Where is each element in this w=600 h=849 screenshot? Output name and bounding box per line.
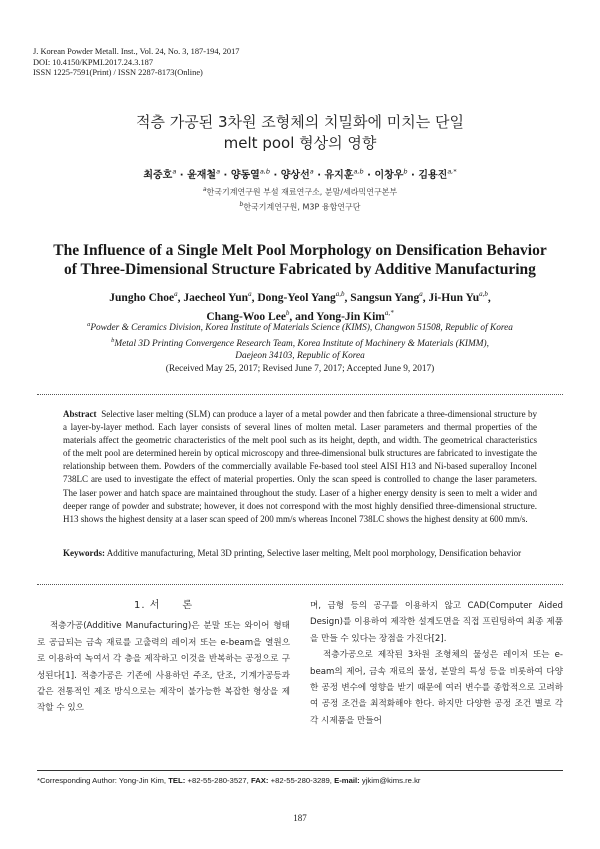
email-link[interactable]: yjkim@kims.re.kr: [361, 776, 421, 785]
english-affiliation-a: $^a$Powder & Ceramics Division, Korea Institute of Materials Science (KIMS), Changwon 51508, Republic of Korea: [87, 321, 513, 334]
author-separator: ·: [220, 170, 231, 181]
received-dates: (Received May 25, 2017; Revised June 7, 2017; Accepted June 9, 2017): [165, 363, 435, 374]
korean-affiliations: [0, 184, 600, 213]
korean-affiliation-a: $^a$한국기계연구원 부설 재료연구소, 분말/세라믹연구본부: [202, 186, 398, 197]
korean-author-name: 이창우: [374, 170, 404, 181]
author-affiliation-mark: b: [403, 167, 408, 176]
author-separator: ,: [177, 291, 184, 304]
author-affiliation-mark: a: [174, 290, 178, 298]
abstract-text: Selective laser melting (SLM) can produce a layer of a metal powder and then fabricate a three-dimensional structure by a layer-by-layer method. Each layer consists of several lines of molten metal. Laser parameters and thermal properties of the materials affect the geometric characteristics of the melt pool such as its height, depth, and width. The geometrical characteristics of the melt pool are determined herein by optical microscopy and three-dimensional bulk structures are fabricated to investigate the relationship between them. Powders of the commercially available Fe-based tool steel AISI H13 and Ni-based superalloy Inconel 738LC are used to investigate the effect of material properties. Only the scan speed is controlled to change the laser parameters. The laser power and hatch space are maintained throughout the study. Laser of a higher energy density is seen to melt a wider and deeper range of powder and substrate; however, it does not correspond with the most highly densified three-dimensional structure. H13 shows the highest density at a laser scan speed of 200 mm/s whereas Inconel 738LC shows the highest density at 600 mm/s.: [63, 409, 537, 524]
author-affiliation-mark: a: [309, 167, 314, 176]
korean-author-name: 윤재철: [187, 170, 217, 181]
korean-author-name: 유지훈: [324, 170, 354, 181]
author-separator: ,: [251, 291, 258, 304]
author-affiliation-mark: a: [172, 167, 177, 176]
author-separator: , and: [289, 310, 317, 323]
author-affiliation-mark: a,b: [353, 167, 364, 176]
english-author-name: Yong-Jin Kim: [316, 310, 385, 323]
author-affiliation-mark: a: [419, 290, 423, 298]
author-affiliation-mark: a,b: [335, 290, 345, 298]
author-affiliation-mark: b: [285, 308, 290, 317]
body-right-column: [310, 598, 563, 729]
author-separator: ,: [344, 291, 351, 304]
author-separator: ·: [313, 170, 325, 181]
corresponding-author-footnote: *Corresponding Author: Yong-Jin Kim, TEL: +82-55-280-3527, FAX: +82-55-280-3289, E-mail: yjkim@kims.re.kr: [37, 776, 421, 785]
author-affiliation-mark: a,b: [259, 167, 270, 176]
author-affiliation-mark: a: [248, 290, 252, 298]
english-affiliations: [0, 319, 600, 375]
english-author-name: Sangsun Yang: [350, 291, 420, 304]
abstract: [63, 408, 537, 526]
english-title: [0, 241, 600, 279]
author-affiliation-mark: a,*: [384, 308, 394, 317]
journal-info: [33, 47, 240, 79]
keywords-label: Keywords:: [63, 548, 105, 558]
english-author-name: Ji-Hun Yu: [428, 291, 480, 304]
korean-authors: [0, 166, 600, 181]
keywords-text: Additive manufacturing, Metal 3D printing, Selective laser melting, Melt pool morphology, Densification behavior: [106, 548, 522, 558]
english-author-name: Jungho Choe: [109, 291, 175, 304]
author-affiliation-mark: a,b: [479, 290, 488, 298]
author-separator: ,: [487, 291, 491, 304]
english-title-line2: of Three-Dimensional Structure Fabricated by Additive Manufacturing: [64, 261, 536, 278]
body-left-column: [37, 598, 290, 717]
korean-title: [0, 112, 600, 154]
author-separator: ·: [176, 170, 188, 181]
body-paragraph: 며, 금형 등의 공구를 이용하지 않고 CAD(Computer Aided Design)를 이용하여 제작한 설계도면을 직접 프린팅하여 최종 제품을 만들 수 있다는 장점을 가진다[2].: [310, 601, 563, 644]
section-heading-introduction: 1. 서 론: [133, 600, 194, 611]
journal-citation: J. Korean Powder Metall. Inst., Vol. 24, No. 3, 187-194, 2017: [33, 47, 240, 56]
korean-title-line2: melt pool 형상의 영향: [223, 134, 377, 152]
footnote-rule: [37, 770, 563, 771]
author-separator: ·: [270, 170, 281, 181]
abstract-label: Abstract: [63, 409, 97, 419]
english-author-name: Jaecheol Yun: [183, 291, 249, 304]
korean-author-name: 최중호: [143, 170, 173, 181]
divider-bottom: [37, 584, 563, 585]
body-paragraph: 적층가공(Additive Manufacturing)은 분말 또는 와이어 형태로 공급되는 금속 재료를 고출력의 레이저 또는 e-beam을 열원으로 이용하여 녹여서 각 층을 제작하고 이것을 반복하는 공정으로 구성된다[1]. 적층가공은 기존에 사용하던 주조, 단조, 기계가공등과 같은 전통적인 제조 방식으로는 제작이 불가능한 복잡한 형상을 제작할 수 있으: [37, 621, 290, 714]
journal-issn: ISSN 1225-7591(Print) / ISSN 2287-8173(Online): [33, 68, 203, 77]
author-separator: ·: [363, 170, 375, 181]
korean-author-name: 양상선: [280, 170, 310, 181]
korean-affiliation-b: $^b$한국기계연구원, M3P 융합연구단: [239, 200, 361, 212]
author-separator: ·: [407, 170, 419, 181]
author-separator: ,: [422, 291, 429, 304]
korean-author-name: 김용진: [418, 170, 448, 181]
author-affiliation-mark: a,*: [447, 167, 457, 176]
english-title-line1: The Influence of a Single Melt Pool Morphology on Densification Behavior: [53, 242, 547, 259]
english-author-name: Dong-Yeol Yang: [257, 291, 336, 304]
body-paragraph: 적층가공으로 제작된 3차원 조형체의 물성은 레이저 또는 e-beam의 제어, 금속 재료의 물성, 분말의 특성 등을 비롯하여 다양한 공정 변수에 영향을 받기 때문에 여러 변수를 종합적으로 고려하여 공정 조건을 최적화해야 한다. 하지만 다양한 공정 조건 별로 각각 시제품을 만들어: [310, 650, 563, 726]
author-affiliation-mark: a: [216, 167, 221, 176]
korean-title-line1: 적층 가공된 3차원 조형체의 치밀화에 미치는 단일: [136, 113, 464, 131]
english-author-name: Chang-Woo Lee: [206, 310, 286, 323]
korean-author-name: 양동열: [230, 170, 260, 181]
journal-doi: DOI: 10.4150/KPMI.2017.24.3.187: [33, 57, 154, 67]
english-authors-line1: [0, 287, 600, 306]
divider-top: [37, 394, 563, 395]
keywords: [63, 547, 537, 560]
english-affiliation-b: $^b$Metal 3D Printing Convergence Research Team, Korea Institute of Machinery & Materials (KIMM),: [111, 336, 489, 349]
page-number: 187: [293, 813, 307, 823]
english-affiliation-city: Daejeon 34103, Republic of Korea: [235, 351, 365, 362]
